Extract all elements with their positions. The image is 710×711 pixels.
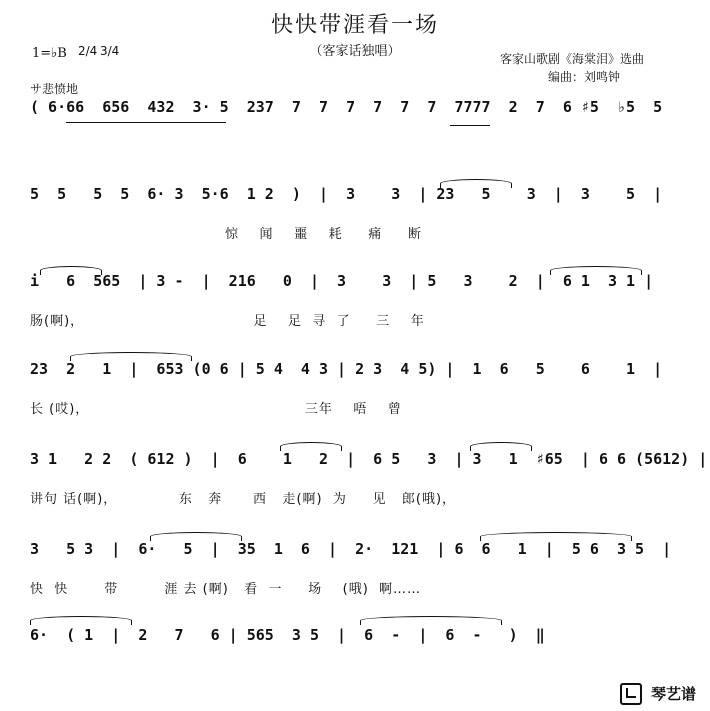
time-signature-1 <box>78 45 97 57</box>
expression-marking: サ悲愤地 <box>30 82 79 96</box>
slur-mark <box>150 532 242 541</box>
slur-mark <box>550 266 642 275</box>
notes-line-6: 3 5 3 | 6· 5 | 35 1 6 | 2· 121 | 6 6 1 | 5 6 3 5 | <box>30 540 672 558</box>
song-title: 快快带涯看一场 <box>270 13 439 38</box>
beam-line <box>66 122 226 123</box>
notes-line-1: ( 6·66 656 432 3· 5 237 7 7 7 7 7 7 7777 2 7 6 ♯5 ♭5 5 <box>30 98 663 116</box>
beam-line <box>450 125 490 126</box>
slur-mark <box>360 616 502 625</box>
slur-mark <box>30 616 132 625</box>
lyrics-line-4: 长 (哎)， 三年 唔 曾 <box>30 402 402 417</box>
notes-line-3: i 6 565 | 3 - | 216 0 | 3 3 | 5 3 2 | 6 1 3 1 | <box>30 272 654 290</box>
time-signature-1-text: 2/4 <box>78 44 98 58</box>
key-signature: 1=♭B <box>32 46 67 61</box>
slur-mark <box>70 352 192 361</box>
source-credit: 客家山歌剧《海棠泪》选曲 <box>500 52 645 66</box>
song-subtitle: （客家话独唱） <box>309 44 401 59</box>
lyrics-line-5: 讲句 话(啊)， 东 奔 西 走(啊) 为 见 郎(哦)， <box>30 492 457 507</box>
notes-line-5: 3 1 2 2 ( 612 ) | 6 1 2 | 6 5 3 | 3 1 ♯65 | 6 6 (5612) | <box>30 450 708 468</box>
qinyipu-logo <box>620 683 696 706</box>
slur-mark <box>280 442 342 451</box>
logo-text: 琴艺谱 <box>650 684 696 703</box>
lyrics-line-6: 快 快 带 涯 去 (啊) 看 一 场 (哦) 啊…… <box>30 582 422 597</box>
slur-mark <box>470 442 532 451</box>
notes-line-7: 6· ( 1 | 2 7 6 | 565 3 5 | 6 - | 6 - ) ‖ <box>30 626 545 644</box>
lyrics-line-2: 惊 闻 噩 耗 痛 断 <box>30 227 422 242</box>
lyrics-line-3: 肠(啊)， 足 足 寻 了 三 年 <box>30 314 425 329</box>
slur-mark <box>440 179 512 188</box>
time-signature-2 <box>100 45 119 57</box>
logo-icon <box>620 683 642 705</box>
notes-line-2: 5 5 5 5 6· 3 5·6 1 2 ) | 3 3 | 23 5 3 | 3 5 | <box>30 185 663 203</box>
notes-line-4: 23 2 1 | 653 (0 6 | 5 4 4 3 | 2 3 4 5) | 1 6 5 6 1 | <box>30 360 663 378</box>
slur-mark <box>40 266 102 275</box>
composer-credit: 编曲：刘鸣钟 <box>548 70 621 84</box>
time-signature-2-text: 3/4 <box>100 44 120 58</box>
slur-mark <box>480 532 632 541</box>
